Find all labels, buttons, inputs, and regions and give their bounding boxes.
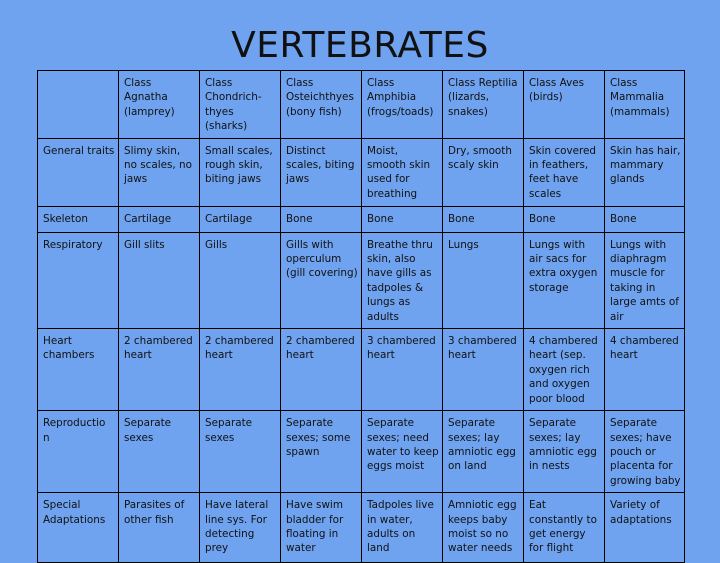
table-row: [38, 232, 685, 328]
table-cell: Lungs with air sacs for extra oxygen storage: [524, 232, 605, 328]
table-cell: 2 chambered heart: [281, 329, 362, 411]
column-header: Class Agnatha (lamprey): [119, 71, 200, 139]
table-cell: Eat constantly to get energy for flight: [524, 493, 605, 563]
column-header: Class Osteichthyes (bony fish): [281, 71, 362, 139]
table-cell: 3 chambered heart: [443, 329, 524, 411]
row-header: Respiratory: [38, 232, 119, 328]
table-cell: Skin covered in feathers, feet have scales: [524, 138, 605, 206]
vertebrates-table: [37, 70, 685, 563]
table-cell: Gills: [200, 232, 281, 328]
row-header: Reproductio n: [38, 411, 119, 493]
row-header: Special Adaptations: [38, 493, 119, 563]
table-cell: Skin has hair, mammary glands: [605, 138, 685, 206]
table-cell: Breathe thru skin, also have gills as tadpoles & lungs as adults: [362, 232, 443, 328]
table-cell: 4 chambered heart (sep. oxygen rich and oxygen poor blood: [524, 329, 605, 411]
table-cell: Separate sexes; lay amniotic egg on land: [443, 411, 524, 493]
column-header: Class Chondrich-thyes (sharks): [200, 71, 281, 139]
table-cell: Have swim bladder for floating in water: [281, 493, 362, 563]
table-cell: Bone: [605, 206, 685, 232]
table-cell: Amniotic egg keeps baby moist so no water needs: [443, 493, 524, 563]
table-cell: Bone: [443, 206, 524, 232]
column-header: Class Mammalia (mammals): [605, 71, 685, 139]
table-cell: Distinct scales, biting jaws: [281, 138, 362, 206]
row-header: Heart chambers: [38, 329, 119, 411]
table-cell: Lungs with diaphragm muscle for taking in large amts of air: [605, 232, 685, 328]
table-cell: Variety of adaptations: [605, 493, 685, 563]
table-cell: Separate sexes; lay amniotic egg in nests: [524, 411, 605, 493]
row-header: Skeleton: [38, 206, 119, 232]
column-header: Class Aves (birds): [524, 71, 605, 139]
table-cell: Slimy skin, no scales, no jaws: [119, 138, 200, 206]
table-row: [38, 411, 685, 493]
table-cell: Separate sexes: [119, 411, 200, 493]
corner-cell: [38, 71, 119, 139]
column-header: Class Reptilia (lizards, snakes): [443, 71, 524, 139]
table-row: [38, 329, 685, 411]
table-cell: Tadpoles live in water, adults on land: [362, 493, 443, 563]
row-header: General traits: [38, 138, 119, 206]
table-cell: Parasites of other fish: [119, 493, 200, 563]
table-row: [38, 206, 685, 232]
table-cell: Separate sexes; need water to keep eggs moist: [362, 411, 443, 493]
table-cell: 3 chambered heart: [362, 329, 443, 411]
table-cell: 2 chambered heart: [200, 329, 281, 411]
table-cell: Separate sexes: [200, 411, 281, 493]
table-cell: Have lateral line sys. For detecting prey: [200, 493, 281, 563]
table-cell: Separate sexes; have pouch or placenta for growing baby: [605, 411, 685, 493]
header-row: [38, 71, 685, 139]
table-cell: Cartilage: [119, 206, 200, 232]
table-cell: Moist, smooth skin used for breathing: [362, 138, 443, 206]
table-cell: Gill slits: [119, 232, 200, 328]
table-cell: 2 chambered heart: [119, 329, 200, 411]
table-cell: Separate sexes; some spawn: [281, 411, 362, 493]
table-cell: Lungs: [443, 232, 524, 328]
table-row: [38, 493, 685, 563]
table-cell: Bone: [362, 206, 443, 232]
page-title: VERTEBRATES: [231, 25, 489, 66]
table-cell: Small scales, rough skin, biting jaws: [200, 138, 281, 206]
table-cell: Dry, smooth scaly skin: [443, 138, 524, 206]
table-cell: Bone: [524, 206, 605, 232]
table-row: [38, 138, 685, 206]
column-header: Class Amphibia (frogs/toads): [362, 71, 443, 139]
table-cell: Gills with operculum (gill covering): [281, 232, 362, 328]
table-cell: Bone: [281, 206, 362, 232]
table-cell: Cartilage: [200, 206, 281, 232]
table-cell: 4 chambered heart: [605, 329, 685, 411]
